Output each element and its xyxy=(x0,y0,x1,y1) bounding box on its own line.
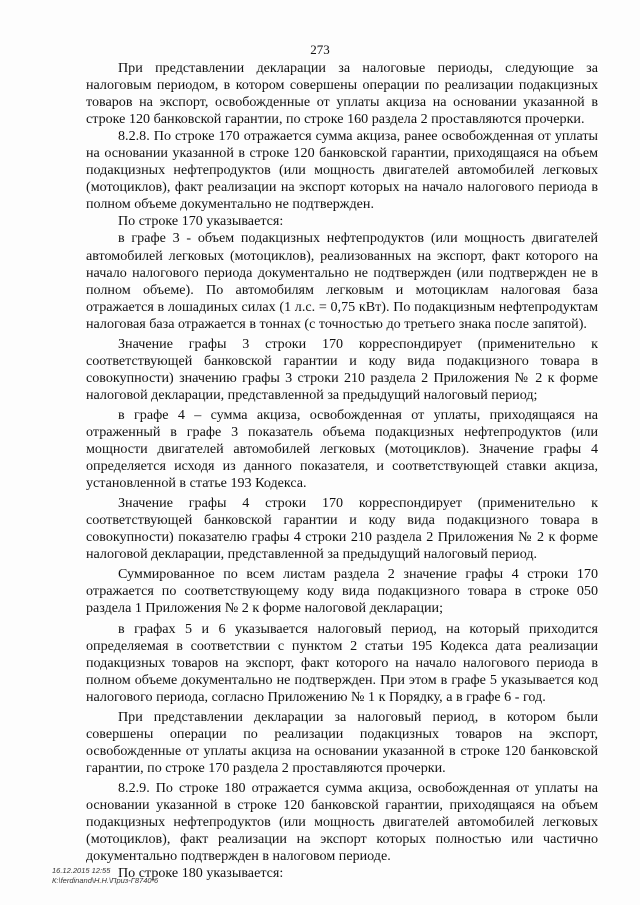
paragraph-current-period: При представлении декларации за налоговый период, в котором были совершены операции по реализации подакцизных товаров на экспорт, освобожденные от уплаты акциза на основании указанной в строке 120 банковской гарантии, по строке 170 раздела 2 проставляются прочерки. xyxy=(86,708,598,776)
paragraph-column-4-value: Значение графы 4 строки 170 корреспондирует (применительно к соответствующей банковской гарантии и коду вида подакцизного товара в совокупности) показателю графы 4 строки 210 раздела 2 Приложения № 2 к форме налоговой декларации, представленной за предыдущий налоговый период. xyxy=(86,495,598,563)
footer-file-path: К:\ferdinand\Н.Н.\Приз-Г8740-6 xyxy=(52,876,159,885)
page-number: 273 xyxy=(310,42,330,57)
paragraph-column-3-value: Значение графы 3 строки 170 корреспондирует (применительно к соответствующей банковской гарантии и коду вида подакцизного товара в совокупности) значению графы 3 строки 210 раздела 2 Приложения № 2 к форме налоговой декларации, представленной за предыдущий налоговый период; xyxy=(86,335,598,403)
paragraph-column-4: в графе 4 – сумма акциза, освобожденная от уплаты, приходящаяся на отраженный в графе 3 показатель объема подакцизных нефтепродуктов (или мощности двигателей автомобилей легковых (мотоциклов). Значение графы 4 определяется исходя из данного показателя, и соответствующей ставки акциза, установленной в статье 193 Кодекса. xyxy=(86,406,598,492)
paragraph-prior-periods: При представлении декларации за налоговые периоды, следующие за налоговым периодом, в котором совершены операции по реализации подакцизных товаров на экспорт, освобожденные от уплаты акциза на основании указанной в строке 120 банковской гарантии, по строке 160 раздела 2 проставляются прочерки. xyxy=(86,60,598,128)
paragraph-line-180-intro: По строке 180 указывается: xyxy=(118,865,284,882)
paragraph-summed-value: Суммированное по всем листам раздела 2 значение графы 4 строки 170 отражается по соответствующему коду вида подакцизного товара в строке 050 раздела 1 Приложения № 2 к форме налоговой декларации; xyxy=(86,566,598,617)
paragraph-columns-5-6: в графах 5 и 6 указывается налоговый период, на который приходится определяемая в соответствии с пунктом 2 статьи 195 Кодекса дата реализации подакцизных товаров на экспорт, факт которого на начало налогового периода в полном объеме документально не подтвержден. При этом в графе 5 указывается код налогового периода, согласно Приложению № 1 к Порядку, а в графе 6 - год. xyxy=(86,620,598,705)
paragraph-column-3: в графе 3 - объем подакцизных нефтепродуктов (или мощность двигателей автомобилей легковых (мотоциклов), реализованных на экспорт, факт которого на начало налогового периода документально не подтвержден (или подтвержден не в полном объеме). По автомобилям легковым и мотоциклам налоговая база отражается в лошадиных силах (1 л.с. = 0,75 кВт). По подакцизным нефтепродуктам налоговая база отражается в тоннах (с точностью до третьего знака после запятой). xyxy=(86,230,598,332)
document-footer xyxy=(52,866,158,886)
paragraph-8-2-8: 8.2.8. По строке 170 отражается сумма акциза, ранее освобожденная от уплаты на основании указанной в строке 120 банковской гарантии, приходящаяся на объем подакцизных нефтепродуктов (или мощность двигателей автомобилей легковых (мотоциклов), факт реализации на экспорт которых на начало налогового периода в полном объеме документально не подтвержден. xyxy=(86,128,598,213)
paragraph-line-170-intro: По строке 170 указывается: xyxy=(118,213,284,230)
footer-timestamp: 16.12.2015 12:55 xyxy=(52,866,111,875)
paragraph-8-2-9: 8.2.9. По строке 180 отражается сумма акциза, освобожденная от уплаты на основании указанной в строке 120 банковской гарантии, приходящаяся на объем подакцизных нефтепродуктов (или мощность двигателей автомобилей легковых (мотоциклов), факт реализации на экспорт которых полностью или частично документально подтвержден в налоговом периоде. xyxy=(86,779,598,865)
document-body xyxy=(86,60,598,882)
